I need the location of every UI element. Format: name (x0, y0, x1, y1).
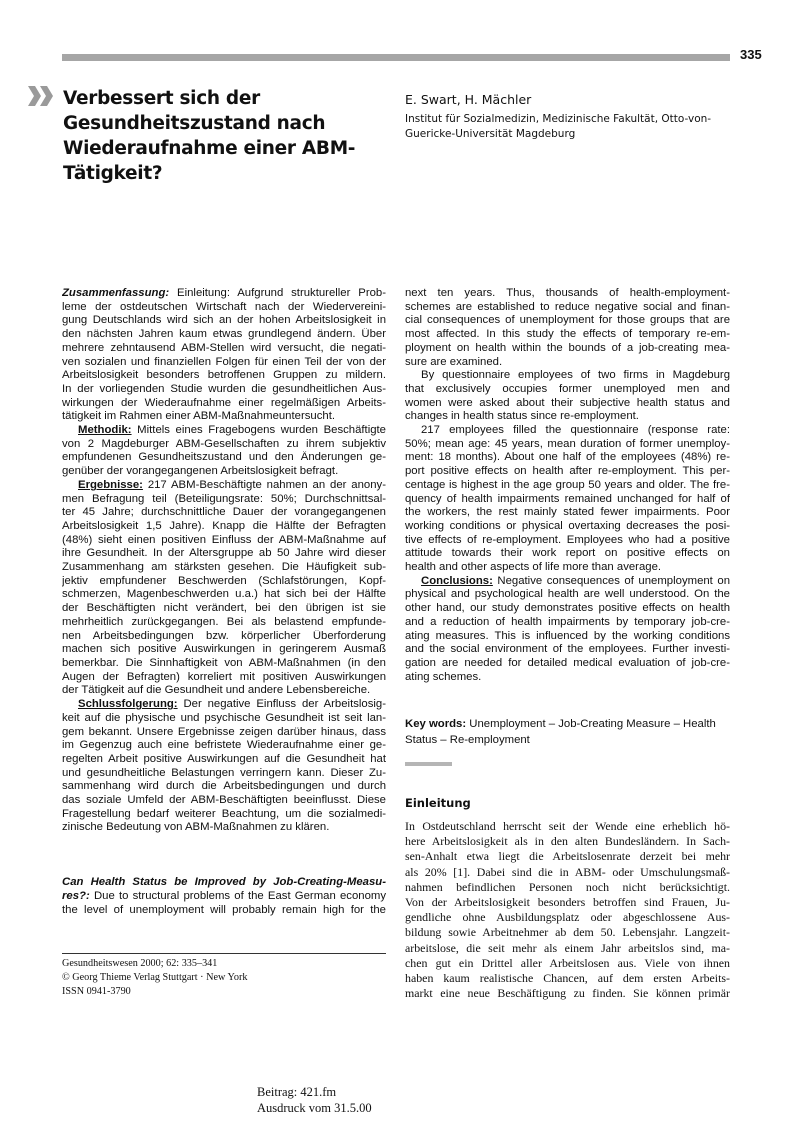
text-run: tive effects of re-employment. Employees who had a positive (405, 533, 730, 546)
text-line (62, 383, 386, 397)
text-line (62, 821, 386, 835)
text-line (62, 575, 386, 589)
text-line (62, 726, 386, 740)
footer-beitrag: Beitrag: 421.fm (257, 1085, 337, 1099)
text-line (62, 465, 386, 479)
text-run: quency of health impairments remained unchanged for half of (405, 492, 730, 505)
text-run: port positive effects on health after re-employment. This per- (405, 465, 730, 478)
abstract-german (62, 287, 386, 917)
text-run: In der vorliegenden Studie wurden die gesundheitlichen Aus- (62, 382, 386, 395)
text-run: Arbeitslosigkeit 1,5 Jahre). Knapp die Hälfte der Befragten (62, 519, 386, 532)
article-title (63, 86, 383, 186)
text-line: here Arbeitslosigkeit als in den alten Bundesländern. In Sach- (405, 834, 730, 849)
inline-heading: Zusammenfassung: (62, 287, 170, 299)
text-line: In Ostdeutschland herrscht seit der Wende eine erheblich hö- (405, 819, 730, 833)
text-line: nahmen befindlichen Personen noch nicht berücksichtigt. (405, 879, 730, 894)
text-run: jektiv empfundener Beschwerden (Schlafstörungen, Kopf- (62, 574, 386, 587)
text-line (405, 424, 730, 438)
text-line (62, 698, 386, 712)
text-line (405, 588, 730, 602)
text-line (62, 301, 386, 315)
keywords-label: Key words: (405, 718, 467, 730)
text-run: der Tätigkeit auf die Gesundheit und andere Lebensbereiche. (62, 684, 371, 697)
text-run: sure are examined. (405, 355, 503, 368)
text-run: By questionnaire employees of two firms in Magdeburg (421, 369, 730, 382)
text-run: schmerzen, Magenbeschwerden u.a.) hat sich bei der Hälfte (62, 588, 386, 601)
text-line (405, 616, 730, 630)
text-line (405, 287, 730, 301)
text-run: gem bekannt. Unsere Ergebnisse zeigen darüber hinaus, dass (62, 725, 386, 738)
text-line (405, 301, 730, 315)
authors: E. Swart, H. Mächler (405, 92, 532, 107)
inline-heading: Schlussfolgerung: (78, 698, 178, 711)
text-run: gation are needed for detailed medical evaluation of job-cre- (405, 656, 730, 669)
text-run: 217 ABM-Beschäftigte nahmen an der anony- (142, 478, 386, 491)
text-line (405, 506, 730, 520)
text-run: 50%; mean age: 45 years, mean duration of former unemploy- (405, 437, 730, 450)
text-run: machen sich positive Auswirkungen in geringerem Ausmaß (62, 643, 386, 656)
text-line (62, 712, 386, 726)
inline-heading: Ergebnisse: (78, 478, 143, 491)
title-line: Gesundheitszustand nach (63, 113, 326, 134)
keywords-text: Unemployment – Job-Creating Measure – Health (466, 718, 716, 730)
text-line (62, 808, 386, 822)
text-run: cial consequences of unemployment for those groups that are (405, 314, 730, 327)
section-divider (405, 762, 452, 766)
text-line (405, 630, 730, 644)
text-line: chen gut ein Drittel aller Arbeitslosen aus. Viele von ihnen (405, 955, 730, 970)
text-line (405, 561, 730, 575)
text-line (62, 684, 386, 698)
text-run: mehrheitlich zurückgegangen. Bei als belastend empfunde- (62, 615, 386, 628)
text-line (62, 657, 386, 671)
text-run: tätigkeit im Rahmen einer ABM-Maßnahmeuntersucht. (62, 410, 335, 423)
text-line (62, 780, 386, 794)
text-run: Mittels eines Fragebogens wurden Beschäftigte (131, 424, 386, 437)
text-run: nen Arbeitsbedingungen bzw. körperlicher Überforderung (62, 629, 386, 642)
header-rule (62, 54, 730, 61)
text-run: health and other aspects of life more than average. (405, 561, 662, 574)
text-run: Fragestellung bedarf weiterer Beachtung, um die sozialmedi- (62, 807, 386, 820)
text-line (62, 588, 386, 602)
text-run: 217 employees filled the questionnaire (response rate: (421, 424, 730, 437)
footer-ausdruck: Ausdruck vom 31.5.00 (257, 1101, 372, 1115)
text-line (405, 575, 730, 589)
text-line (62, 328, 386, 342)
text-line (405, 451, 730, 465)
text-run: attitude towards their work report on positive effects on (405, 547, 730, 560)
text-run: sammenhang wird durch die Arbeitsbedingungen und durch (62, 780, 386, 793)
text-run: next ten years. Thus, thousands of health-employment- (405, 287, 730, 299)
text-run: genüber der vorangegangenen Arbeitslosigkeit befragt. (62, 465, 339, 478)
text-line: markt eine neue Beschäftigung zu finden. Sie können primär (405, 986, 730, 1001)
text-run: ven sozialen und finanziellen Folgen für einen Teil der von der (62, 355, 386, 368)
text-run: bemerkbar. Die Sinnhaftigkeit von ABM-Maßnahmen (in den (62, 656, 386, 669)
affiliation (405, 112, 735, 142)
text-line (62, 356, 386, 370)
text-line (62, 534, 386, 548)
text-line (62, 904, 386, 918)
text-line (405, 328, 730, 342)
text-run: men Befragung teil (Beteiligungsrate: 50%; Durchschnittsal- (62, 492, 386, 505)
text-run: ployment on health within the bounds of a job-creating mea- (405, 341, 730, 354)
text-run: keit auf die physische und psychische Gesundheit ist seit lan- (62, 711, 386, 724)
text-run: Arbeitslosigkeit besonders betroffenen Gruppen zu mildern. (62, 369, 386, 382)
text-line (405, 493, 730, 507)
text-run: schemes are established to reduce negative social and finan- (405, 300, 730, 313)
text-line (405, 520, 730, 534)
text-run: (48%) sieht einen positiven Einfluss der ABM-Maßnahme auf (62, 533, 386, 546)
page-number: 335 (740, 47, 762, 62)
text-run: Due to structural problems of the East German economy (89, 889, 386, 902)
text-line (62, 410, 386, 424)
title-line: Verbessert sich der (63, 88, 260, 109)
section-heading-einleitung: Einleitung (405, 796, 471, 810)
abstract-english (405, 287, 730, 684)
text-run: and the social environment of the employees. Further investi- (405, 643, 730, 656)
text-line (62, 643, 386, 657)
title-line: Tätigkeit? (63, 163, 163, 184)
text-line (62, 424, 386, 438)
inline-heading: Can Health Status be Improved by Job-Creating-Measu- (62, 876, 386, 889)
einleitung-body (405, 819, 730, 1001)
keywords-text: Status – Re-employment (405, 733, 530, 746)
text-run: ihre Gesundheit. In der Altersgruppe ab 50 Jahre wird dieser (62, 547, 386, 560)
text-line (62, 438, 386, 452)
text-line (405, 314, 730, 328)
text-line: Von der Arbeitslosigkeit besonders betroffen sind Frauen, Ju- (405, 895, 730, 910)
text-line (405, 671, 730, 685)
text-run: leme der ostdeutschen Wirtschaft nach der Wiedervereini- (62, 300, 386, 313)
text-line (405, 534, 730, 548)
text-run: das soziale Umfeld der ABM-Beschäftigten beeinflusst. Diese (62, 794, 386, 807)
text-run: und gesundheitliche Belastungen verringern kann. Dieser Zu- (62, 766, 386, 779)
text-line: haben kaum realistische Chancen, auf dem ersten Arbeits- (405, 971, 730, 986)
text-run: empfundenen Gesundheitszustand und den Änderungen ge- (62, 451, 386, 464)
text-line (405, 383, 730, 397)
text-line (62, 547, 386, 561)
text-run: zinische Bedeutung von ABM-Maßnahmen zu klären. (62, 821, 330, 834)
text-run: Der negative Einfluss der Arbeitslosig- (177, 698, 386, 711)
text-run: mehrere zehntausend ABM-Stellen wird versucht, die negati- (62, 341, 386, 354)
text-run: im Gegenzug auch eine befristete Wiederaufnahme einer ge- (62, 739, 386, 752)
zusammenfassung-text (62, 287, 386, 835)
affiliation-line: Guericke-Universität Magdeburg (405, 128, 576, 140)
text-run: ter 45 Jahre; durchschnittliche Dauer der vorangegangenen (62, 506, 386, 519)
text-run: den nächsten Jahren kaum etwas grundlegend ändern. Über (62, 328, 386, 341)
text-run: centage is highest in the age group 50 years and older. The fre- (405, 478, 730, 491)
text-line (62, 520, 386, 534)
text-run: the workers, the rest mainly stated fewer impairments. Poor (405, 506, 730, 519)
text-run: Zusammenhang am stärksten gesehen. Die Häufigkeit sub- (62, 561, 386, 574)
text-line (62, 890, 386, 904)
text-run: wirkungen der Wiederaufnahme einer regelmäßigen Arbeits- (62, 396, 386, 409)
text-line (62, 287, 386, 301)
text-line (62, 602, 386, 616)
text-line (62, 739, 386, 753)
text-run: regelten Arbeit positive Auswirkungen auf die Gesundheit hat (62, 752, 386, 765)
text-line (405, 342, 730, 356)
text-run: most affected. In this study the effects of temporary re-em- (405, 328, 730, 341)
inline-heading: res?: (62, 889, 90, 902)
text-line (405, 479, 730, 493)
text-line (405, 369, 730, 383)
text-run: gung Deutschlands wird sich an der hohen Arbeitslosigkeit in (62, 314, 386, 327)
text-run: the level of unemployment will probably remain high for the (62, 903, 386, 916)
citation-rule (62, 953, 386, 954)
text-line (62, 616, 386, 630)
print-footer (257, 1084, 372, 1116)
text-run: ating measures. This is influenced by the working conditions (405, 629, 730, 642)
text-line (62, 342, 386, 356)
text-run: other hand, our study demonstrates positive effects on health (405, 602, 730, 615)
text-line (62, 314, 386, 328)
english-summary-start (62, 876, 386, 917)
text-line (62, 794, 386, 808)
text-line (405, 410, 730, 424)
citation-journal: Gesundheitswesen 2000; 62: 335–341 (62, 958, 218, 969)
text-run: women were asked about their subjective health status and (405, 396, 730, 409)
text-line (62, 479, 386, 493)
text-line (62, 630, 386, 644)
text-line: sen-Anhalt etwa liegt die Arbeitslosenrate derzeit bei mehr (405, 849, 730, 864)
text-line (62, 671, 386, 685)
text-line: gendliche ohne Ausbildungsplatz oder abgeschlossene Aus- (405, 910, 730, 925)
affiliation-line: Institut für Sozialmedizin, Medizinische Fakultät, Otto-von- (405, 113, 712, 125)
text-line (405, 643, 730, 657)
text-run: changes in health status since re-employment. (405, 410, 639, 423)
text-run: that exclusively occupies former unemployed men and (405, 382, 730, 395)
text-run: ating schemes. (405, 670, 482, 683)
text-run: Negative consequences of unemployment on (492, 574, 730, 587)
text-line (405, 356, 730, 370)
text-run: Einleitung: Aufgrund struktureller Prob- (169, 287, 386, 299)
citation-issn: ISSN 0941-3790 (62, 986, 131, 997)
text-run: working conditions or physical overtaxing decreases the posi- (405, 519, 730, 532)
text-line (62, 753, 386, 767)
keywords (405, 717, 730, 748)
citation-publisher: © Georg Thieme Verlag Stuttgart · New York (62, 972, 248, 983)
text-line (405, 397, 730, 411)
text-line (62, 506, 386, 520)
text-line (405, 547, 730, 561)
text-line (405, 465, 730, 479)
citation (62, 957, 247, 999)
text-run: ment: 18 months). About one half of the employees (48%) re- (405, 451, 730, 464)
text-line (405, 438, 730, 452)
double-chevron-icon (28, 86, 54, 106)
text-line (62, 561, 386, 575)
text-line (62, 767, 386, 781)
title-line: Wiederaufnahme einer ABM- (63, 138, 356, 159)
text-run: der Beschäftigten nicht verändert, bei den übrigen ist sie (62, 602, 386, 615)
inline-heading: Methodik: (78, 424, 132, 437)
text-line (62, 397, 386, 411)
text-line: bildung sowie Arbeitnehmer ab dem 50. Lebensjahr. Langzeit- (405, 925, 730, 940)
text-run: physical and psychological health are well understood. On the (405, 588, 730, 601)
text-run: Augen der Befragten) korreliert mit positiven Auswirkungen (62, 670, 386, 683)
text-line (62, 451, 386, 465)
inline-heading: Conclusions: (421, 574, 493, 587)
text-line (405, 602, 730, 616)
text-line (62, 876, 386, 890)
text-line (62, 369, 386, 383)
text-run: von 2 Magdeburger ABM-Gesellschaften zu ihrem subjektiv (62, 437, 386, 450)
text-line: arbeitslose, die seit mehr als einem Jahr arbeitslos sind, ma- (405, 940, 730, 955)
text-line (405, 657, 730, 671)
text-run: and a reduction of health impairments by temporary job-cre- (405, 615, 730, 628)
text-line: als 20% [1]. Dabei sind die in ABM- oder Umschulungsmaß- (405, 864, 730, 879)
text-line (62, 493, 386, 507)
